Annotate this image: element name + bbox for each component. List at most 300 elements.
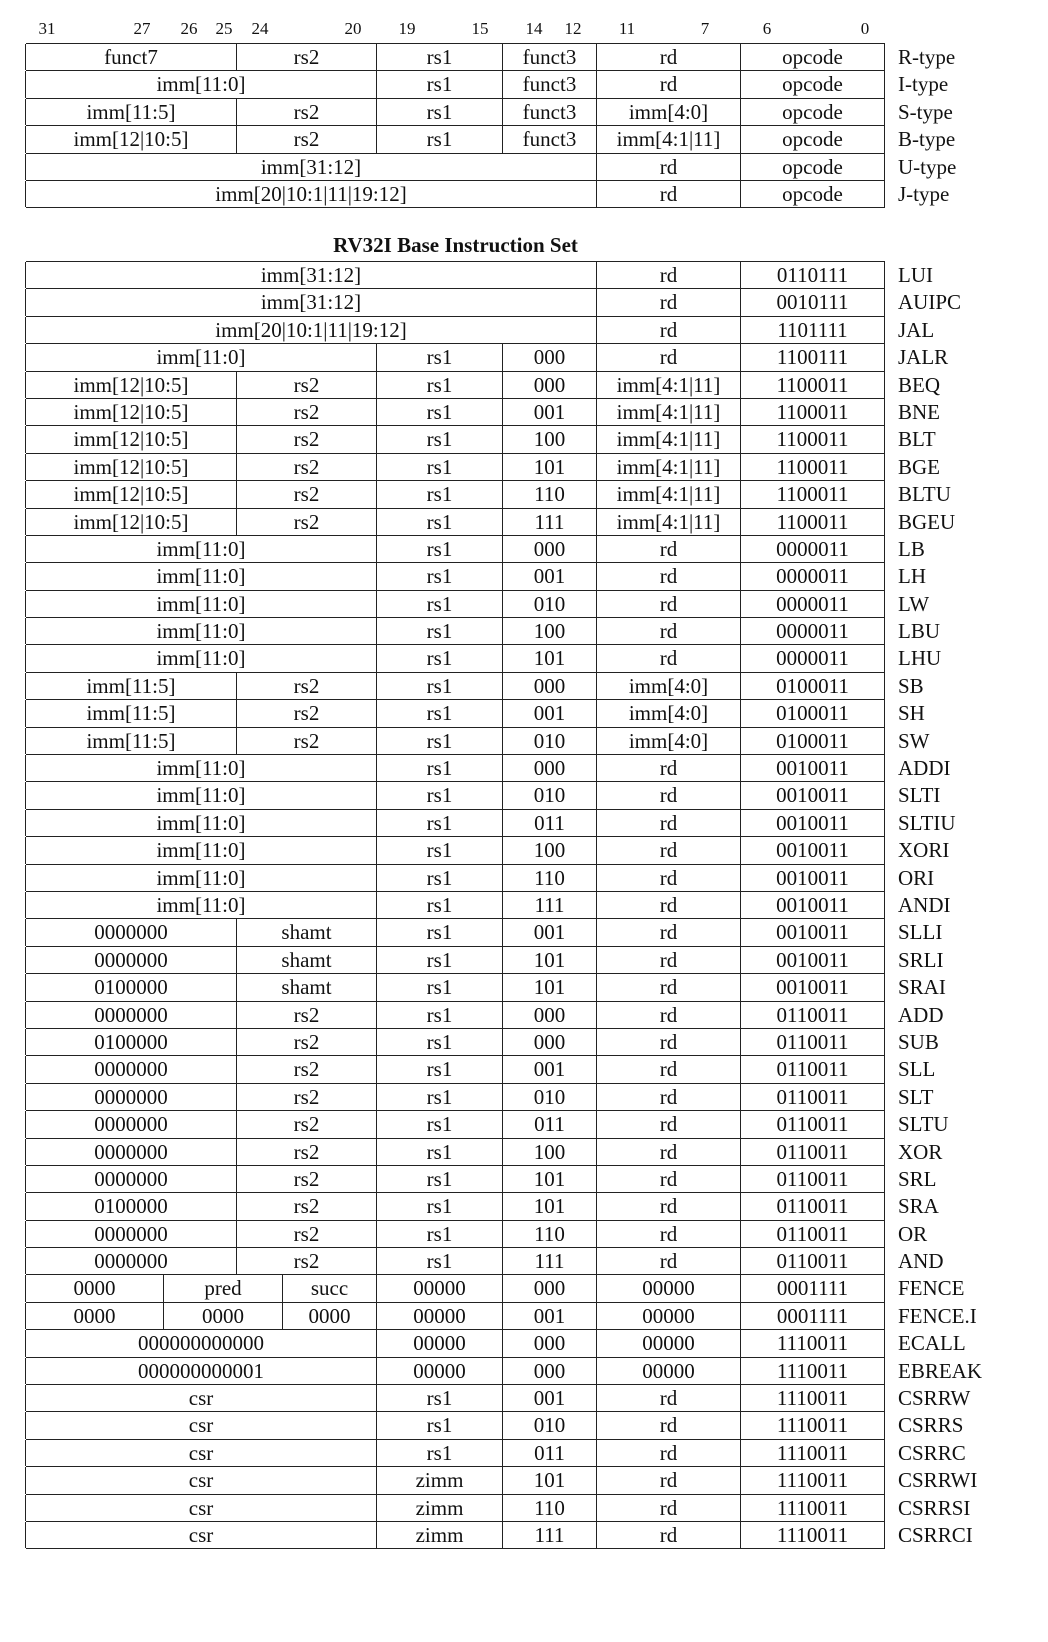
field-6-0: 1110011 (740, 1358, 885, 1384)
field-24-20: rs2 (236, 399, 377, 425)
field-6-0: opcode (740, 71, 885, 97)
instruction-mnemonic: LH (898, 564, 926, 589)
field-23-20: succ (282, 1275, 377, 1301)
field-31-20: csr (25, 1467, 377, 1493)
field-6-0: 0000011 (740, 563, 885, 589)
instruction-row (26, 289, 962, 316)
field-6-0: 0110011 (740, 1139, 885, 1165)
field-31-20: csr (25, 1495, 377, 1521)
field-24-20: rs2 (236, 126, 377, 152)
bit-number: 19 (398, 19, 416, 38)
instruction-row (26, 1248, 944, 1275)
field-31-25: 0100000 (25, 974, 237, 1000)
instruction-row (26, 1166, 937, 1193)
field-11-7: rd (596, 865, 741, 891)
field-6-0: 0110011 (740, 1111, 885, 1137)
field-19-15: rs1 (376, 1002, 503, 1028)
field-11-7: rd (596, 317, 741, 343)
field-31-25: funct7 (25, 44, 237, 70)
field-31-25: 0000000 (25, 1056, 237, 1082)
field-11-7: rd (596, 1440, 741, 1466)
field-24-20: shamt (236, 947, 377, 973)
field-11-7: imm[4:0] (596, 99, 741, 125)
instruction-mnemonic: OR (898, 1221, 928, 1246)
field-11-7: rd (596, 618, 741, 644)
instruction-mnemonic: LBU (898, 619, 940, 644)
instruction-row (26, 1385, 971, 1412)
field-11-7: rd (596, 974, 741, 1000)
field-19-15: 00000 (376, 1275, 503, 1301)
field-31-25: 0000000 (25, 1002, 237, 1028)
field-11-7: rd (596, 1385, 741, 1411)
instruction-row (26, 755, 951, 782)
instruction-mnemonic: BLT (898, 427, 936, 452)
field-11-7: rd (596, 837, 741, 863)
field-19-15: rs1 (376, 974, 503, 1000)
field-14-12: 010 (502, 591, 597, 617)
bit-number: 31 (38, 19, 56, 38)
field-19-15: rs1 (376, 481, 503, 507)
instruction-mnemonic: BNE (898, 399, 940, 424)
bit-number: 11 (618, 19, 636, 38)
instruction-mnemonic: CSRRS (898, 1413, 964, 1438)
field-11-7: rd (596, 755, 741, 781)
field-19-15: rs1 (376, 454, 503, 480)
field-14-12: 100 (502, 1139, 597, 1165)
field-31-25: imm[12|10:5] (25, 481, 237, 507)
instruction-row (26, 344, 949, 371)
field-31-20: 000000000001 (25, 1358, 377, 1384)
format-row (26, 99, 953, 126)
field-6-0: 0110011 (740, 1056, 885, 1082)
field-11-7: rd (596, 1002, 741, 1028)
field-14-12: 010 (502, 1084, 597, 1110)
instruction-row (26, 1029, 939, 1056)
field-19-15: rs1 (376, 563, 503, 589)
field-31-25: imm[12|10:5] (25, 426, 237, 452)
field-11-7: rd (596, 44, 741, 70)
field-11-7: 00000 (596, 1358, 741, 1384)
field-14-12: 101 (502, 1467, 597, 1493)
instruction-mnemonic: FENCE (898, 1276, 965, 1301)
field-14-12: 000 (502, 536, 597, 562)
field-31-25: imm[11:5] (25, 728, 237, 754)
instruction-mnemonic: EBREAK (898, 1358, 982, 1383)
field-27-24: 0000 (163, 1303, 283, 1329)
instruction-mnemonic: JAL (898, 317, 935, 342)
instruction-row (26, 1330, 966, 1357)
field-14-12: 001 (502, 700, 597, 726)
instruction-row (26, 1303, 977, 1330)
field-31-25: 0000000 (25, 1139, 237, 1165)
field-11-7: rd (596, 1248, 741, 1274)
field-19-15: rs1 (376, 344, 503, 370)
field-19-15: rs1 (376, 1139, 503, 1165)
field-19-15: zimm (376, 1495, 503, 1521)
field-6-0: 0010011 (740, 810, 885, 836)
field-11-7: rd (596, 892, 741, 918)
instruction-mnemonic: XOR (898, 1139, 943, 1164)
instruction-row (26, 426, 936, 453)
field-11-7: imm[4:1|11] (596, 454, 741, 480)
format-row (26, 71, 949, 98)
instruction-row (26, 728, 930, 755)
field-11-7: imm[4:1|11] (596, 509, 741, 535)
field-6-0: 1100011 (740, 454, 885, 480)
instruction-mnemonic: BGEU (898, 509, 956, 534)
field-31-25: 0100000 (25, 1193, 237, 1219)
field-19-15: rs1 (376, 1248, 503, 1274)
field-19-15: rs1 (376, 1029, 503, 1055)
field-11-7: rd (596, 1056, 741, 1082)
instruction-mnemonic: XORI (898, 838, 950, 863)
format-name: B-type (898, 127, 956, 152)
field-31-20: csr (25, 1385, 377, 1411)
field-19-15: rs1 (376, 99, 503, 125)
field-31-25: imm[12|10:5] (25, 454, 237, 480)
field-19-15: rs1 (376, 755, 503, 781)
field-6-0: 0100011 (740, 673, 885, 699)
instruction-row (26, 1275, 965, 1302)
instruction-row (26, 865, 935, 892)
instruction-row (26, 481, 951, 508)
field-14-12: 111 (502, 892, 597, 918)
field-11-7: imm[4:0] (596, 728, 741, 754)
field-11-7: imm[4:1|11] (596, 399, 741, 425)
instruction-format-table (26, 43, 957, 208)
field-14-12: 101 (502, 645, 597, 671)
format-name: R-type (898, 45, 956, 69)
instruction-row (26, 618, 940, 645)
field-14-12: 001 (502, 1303, 597, 1329)
field-31-28: 0000 (25, 1303, 164, 1329)
field-19-15: rs1 (376, 1193, 503, 1219)
field-19-15: rs1 (376, 1412, 503, 1438)
field-19-15: rs1 (376, 536, 503, 562)
instruction-row (26, 1495, 971, 1522)
instruction-row (26, 892, 951, 919)
field-14-12: 001 (502, 399, 597, 425)
field-19-15: rs1 (376, 1221, 503, 1247)
instruction-row (26, 591, 930, 618)
instruction-mnemonic: LUI (898, 263, 933, 287)
field-14-12: 110 (502, 865, 597, 891)
instruction-mnemonic: SLT (898, 1084, 934, 1109)
field-19-15: rs1 (376, 1385, 503, 1411)
field-31-28: 0000 (25, 1275, 164, 1301)
field-19-15: rs1 (376, 509, 503, 535)
field-24-20: rs2 (236, 1111, 377, 1137)
field-19-15: zimm (376, 1467, 503, 1493)
field-24-20: rs2 (236, 1029, 377, 1055)
field-31-20: imm[11:0] (25, 782, 377, 808)
field-11-7: rd (596, 1029, 741, 1055)
instruction-row (26, 563, 926, 590)
instruction-row (26, 1002, 944, 1029)
field-31-25: 0000000 (25, 947, 237, 973)
bit-number: 26 (180, 19, 198, 38)
field-14-12: 101 (502, 974, 597, 1000)
bit-number: 7 (700, 19, 710, 38)
instruction-mnemonic: CSRRC (898, 1440, 966, 1465)
field-6-0: 1110011 (740, 1522, 885, 1548)
field-11-7: rd (596, 1221, 741, 1247)
field-31-20: imm[11:0] (25, 536, 377, 562)
field-6-0: 1100011 (740, 481, 885, 507)
field-6-0: 0001111 (740, 1275, 885, 1301)
field-14-12: 001 (502, 1056, 597, 1082)
format-row (26, 154, 957, 181)
instruction-mnemonic: SLLI (898, 920, 943, 945)
field-14-12: 011 (502, 1111, 597, 1137)
field-19-15: rs1 (376, 618, 503, 644)
field-31-25: imm[12|10:5] (25, 399, 237, 425)
field-24-20: rs2 (236, 728, 377, 754)
field-14-12: 000 (502, 1330, 597, 1356)
field-19-15: rs1 (376, 837, 503, 863)
field-31-20: imm[11:0] (25, 865, 377, 891)
field-14-12: 000 (502, 1275, 597, 1301)
instruction-row (26, 1440, 966, 1467)
field-14-12: 101 (502, 1166, 597, 1192)
instruction-row (26, 1193, 939, 1220)
instruction-mnemonic: AUIPC (898, 290, 962, 315)
field-6-0: 1110011 (740, 1412, 885, 1438)
field-11-7: rd (596, 262, 741, 288)
instruction-mnemonic: ADD (898, 1002, 944, 1027)
field-6-0: 0010011 (740, 974, 885, 1000)
field-14-12: 000 (502, 673, 597, 699)
field-31-25: imm[12|10:5] (25, 509, 237, 535)
rv32i-instruction-table (26, 261, 982, 1549)
instruction-row (26, 509, 956, 536)
field-6-0: 1110011 (740, 1330, 885, 1356)
field-14-12: 000 (502, 344, 597, 370)
field-19-15: rs1 (376, 399, 503, 425)
field-31-20: imm[11:0] (25, 618, 377, 644)
instruction-mnemonic: SLTIU (898, 810, 956, 835)
field-14-12: 100 (502, 618, 597, 644)
bit-number: 0 (860, 19, 870, 38)
field-24-20: rs2 (236, 454, 377, 480)
field-6-0: 1100111 (740, 344, 885, 370)
field-11-7: rd (596, 782, 741, 808)
field-31-20: imm[11:0] (25, 810, 377, 836)
bit-number: 12 (564, 19, 582, 38)
field-14-12: 011 (502, 1440, 597, 1466)
instruction-mnemonic: SUB (898, 1029, 939, 1054)
field-6-0: 0110011 (740, 1166, 885, 1192)
field-6-0: 0010011 (740, 892, 885, 918)
field-14-12: 100 (502, 837, 597, 863)
field-14-12: 010 (502, 1412, 597, 1438)
field-11-7: imm[4:0] (596, 673, 741, 699)
field-11-7: rd (596, 810, 741, 836)
field-31-20: csr (25, 1440, 377, 1466)
instruction-row (26, 454, 940, 481)
instruction-row (26, 399, 940, 426)
instruction-row (26, 1084, 934, 1111)
field-24-20: rs2 (236, 700, 377, 726)
format-name: J-type (898, 181, 950, 206)
instruction-row (26, 1221, 928, 1248)
instruction-mnemonic: SLTI (898, 783, 941, 808)
field-11-7: imm[4:1|11] (596, 126, 741, 152)
field-31-25: 0000000 (25, 1221, 237, 1247)
field-31-20: imm[11:0] (25, 563, 377, 589)
field-19-15: rs1 (376, 700, 503, 726)
field-14-12: 011 (502, 810, 597, 836)
field-11-7: imm[4:1|11] (596, 481, 741, 507)
field-11-7: rd (596, 1495, 741, 1521)
instruction-mnemonic: JALR (898, 345, 949, 370)
field-11-7: rd (596, 154, 741, 180)
field-6-0: 0010011 (740, 919, 885, 945)
field-14-12: funct3 (502, 71, 597, 97)
field-11-7: imm[4:0] (596, 700, 741, 726)
field-11-7: rd (596, 536, 741, 562)
field-24-20: rs2 (236, 372, 377, 398)
field-11-7: rd (596, 1111, 741, 1137)
field-24-20: rs2 (236, 1002, 377, 1028)
field-24-20: rs2 (236, 99, 377, 125)
field-14-12: 000 (502, 1029, 597, 1055)
field-6-0: 0010111 (740, 289, 885, 315)
field-14-12: 001 (502, 563, 597, 589)
field-31-25: 0000000 (25, 919, 237, 945)
field-6-0: 0110011 (740, 1248, 885, 1274)
format-name: I-type (898, 72, 949, 97)
field-31-20: imm[11:0] (25, 755, 377, 781)
field-6-0: opcode (740, 181, 885, 207)
field-6-0: opcode (740, 99, 885, 125)
field-14-12: funct3 (502, 44, 597, 70)
field-11-7: rd (596, 563, 741, 589)
field-19-15: rs1 (376, 1056, 503, 1082)
field-19-15: rs1 (376, 782, 503, 808)
field-24-20: rs2 (236, 673, 377, 699)
field-14-12: 010 (502, 728, 597, 754)
field-31-20: imm[11:0] (25, 837, 377, 863)
bit-number: 20 (344, 19, 362, 38)
field-31-20: imm[11:0] (25, 892, 377, 918)
field-19-15: rs1 (376, 892, 503, 918)
field-14-12: 000 (502, 1358, 597, 1384)
field-11-7: imm[4:1|11] (596, 426, 741, 452)
instruction-mnemonic: ADDI (898, 756, 951, 781)
field-31-20: imm[11:0] (25, 344, 377, 370)
field-19-15: zimm (376, 1522, 503, 1548)
instruction-row (26, 919, 943, 946)
field-31-20: imm[11:0] (25, 645, 377, 671)
instruction-mnemonic: SRLI (898, 947, 944, 972)
field-19-15: rs1 (376, 126, 503, 152)
field-6-0: 1101111 (740, 317, 885, 343)
field-31-20: 000000000000 (25, 1330, 377, 1356)
field-6-0: 0000011 (740, 536, 885, 562)
field-11-7: rd (596, 1412, 741, 1438)
field-6-0: 0110011 (740, 1002, 885, 1028)
field-24-20: rs2 (236, 481, 377, 507)
bit-number: 27 (133, 19, 151, 38)
instruction-row (26, 317, 935, 344)
field-19-15: rs1 (376, 591, 503, 617)
field-6-0: 0001111 (740, 1303, 885, 1329)
field-19-15: rs1 (376, 865, 503, 891)
instruction-row (26, 1111, 949, 1138)
field-31-25: imm[11:5] (25, 700, 237, 726)
field-24-20: rs2 (236, 1139, 377, 1165)
field-24-20: rs2 (236, 1056, 377, 1082)
field-6-0: 1110011 (740, 1467, 885, 1493)
field-6-0: 1110011 (740, 1495, 885, 1521)
field-6-0: opcode (740, 44, 885, 70)
instruction-mnemonic: BLTU (898, 482, 951, 507)
field-31-20: imm[11:0] (25, 71, 377, 97)
field-6-0: opcode (740, 154, 885, 180)
instruction-mnemonic: ECALL (898, 1331, 966, 1356)
section-title: RV32I Base Instruction Set (333, 233, 578, 257)
instruction-mnemonic: SRA (898, 1194, 939, 1219)
instruction-mnemonic: AND (898, 1249, 944, 1274)
field-31-12: imm[31:12] (25, 154, 597, 180)
field-11-7: rd (596, 591, 741, 617)
field-6-0: 0010011 (740, 865, 885, 891)
field-24-20: rs2 (236, 1166, 377, 1192)
field-19-15: rs1 (376, 1084, 503, 1110)
instruction-row (26, 1412, 964, 1439)
bit-number: 15 (471, 19, 489, 38)
field-11-7: rd (596, 289, 741, 315)
field-14-12: 111 (502, 1248, 597, 1274)
field-31-25: imm[11:5] (25, 99, 237, 125)
field-19-15: rs1 (376, 1440, 503, 1466)
field-11-7: rd (596, 181, 741, 207)
field-6-0: 1100011 (740, 372, 885, 398)
field-14-12: 101 (502, 1193, 597, 1219)
field-19-15: rs1 (376, 426, 503, 452)
field-19-15: rs1 (376, 810, 503, 836)
instruction-mnemonic: CSRRCI (898, 1522, 973, 1547)
instruction-mnemonic: CSRRWI (898, 1468, 978, 1493)
field-6-0: opcode (740, 126, 885, 152)
field-19-15: rs1 (376, 728, 503, 754)
instruction-row (26, 673, 924, 700)
field-19-15: rs1 (376, 71, 503, 97)
field-19-15: rs1 (376, 645, 503, 671)
instruction-row (26, 1139, 943, 1166)
field-11-7: rd (596, 71, 741, 97)
instruction-mnemonic: SLL (898, 1057, 936, 1082)
field-31-20: imm[11:0] (25, 591, 377, 617)
field-19-15: rs1 (376, 673, 503, 699)
field-24-20: rs2 (236, 1221, 377, 1247)
instruction-mnemonic: SLTU (898, 1112, 949, 1137)
format-name: U-type (898, 154, 957, 179)
field-14-12: 110 (502, 1221, 597, 1247)
format-name: S-type (898, 99, 953, 124)
field-14-12: 110 (502, 481, 597, 507)
field-24-20: shamt (236, 974, 377, 1000)
field-6-0: 1100011 (740, 426, 885, 452)
field-19-15: 00000 (376, 1303, 503, 1329)
instruction-row (26, 1467, 978, 1494)
field-11-7: rd (596, 1193, 741, 1219)
field-11-7: 00000 (596, 1303, 741, 1329)
field-31-12: imm[20|10:1|11|19:12] (25, 181, 597, 207)
field-31-25: imm[11:5] (25, 673, 237, 699)
field-11-7: 00000 (596, 1275, 741, 1301)
